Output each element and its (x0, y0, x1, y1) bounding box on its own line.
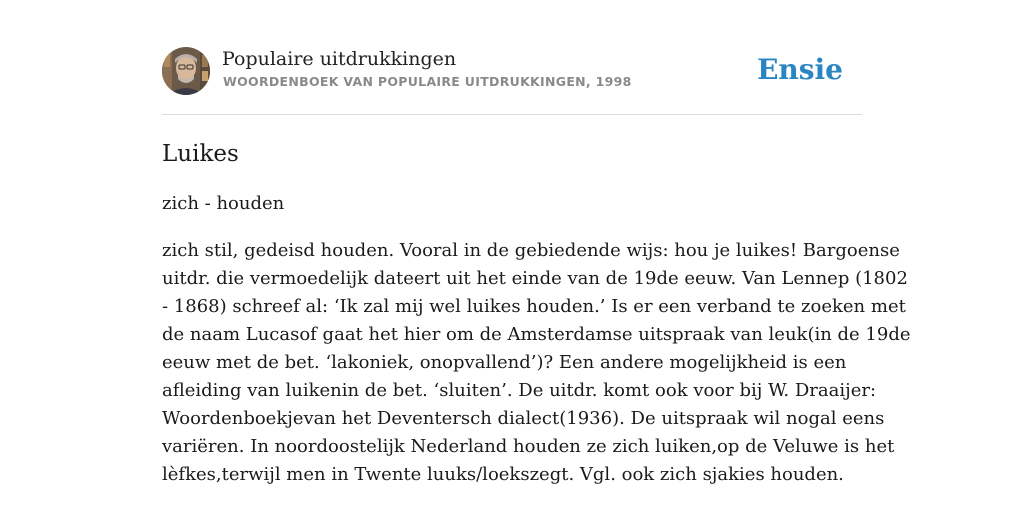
source-subtitle: WOORDENBOEK VAN POPULAIRE UITDRUKKINGEN, 1998 (223, 74, 632, 89)
definition-line: de naam Lucasof gaat het hier om de Amsterdamse uitspraak van leuk(in de 19de (162, 324, 911, 345)
entry-card (162, 44, 911, 485)
definition-line: afleiding van luikenin de bet. ‘sluiten’. De uitdr. komt ook voor bij W. Draaijer: (162, 380, 877, 401)
definition-line: - 1868) schreef al: ‘Ik zal mij wel luikes houden.’ Is er een verband te zoeken met (162, 296, 906, 317)
entry-headword: Luikes (162, 141, 239, 167)
source-header (162, 44, 862, 115)
definition-line: lèfkes,terwijl men in Twente luuks/loekszegt. Vgl. ook zich sjakies houden. (162, 464, 844, 485)
definition-line: uitdr. die vermoedelijk dateert uit het einde van de 19de eeuw. Van Lennep (1802 (162, 268, 908, 289)
definition-line: zich stil, gedeisd houden. Vooral in de gebiedende wijs: hou je luikes! Bargoense (162, 240, 900, 261)
author-portrait-icon (162, 47, 210, 95)
definition-line: variëren. In noordoostelijk Nederland houden ze zich luiken,op de Veluwe is het (162, 436, 895, 457)
definition-line: eeuw met de bet. ‘lakoniek, onopvallend’)? Een andere mogelijkheid is een (162, 352, 847, 373)
definition-line: Woordenboekjevan het Deventersch dialect(1936). De uitspraak wil nogal eens (162, 408, 885, 429)
entry-definition (162, 237, 911, 489)
ensie-logo[interactable]: Ensie (757, 53, 843, 86)
entry-keywords: zich - houden (162, 193, 285, 214)
source-title[interactable]: Populaire uitdrukkingen (222, 48, 457, 70)
